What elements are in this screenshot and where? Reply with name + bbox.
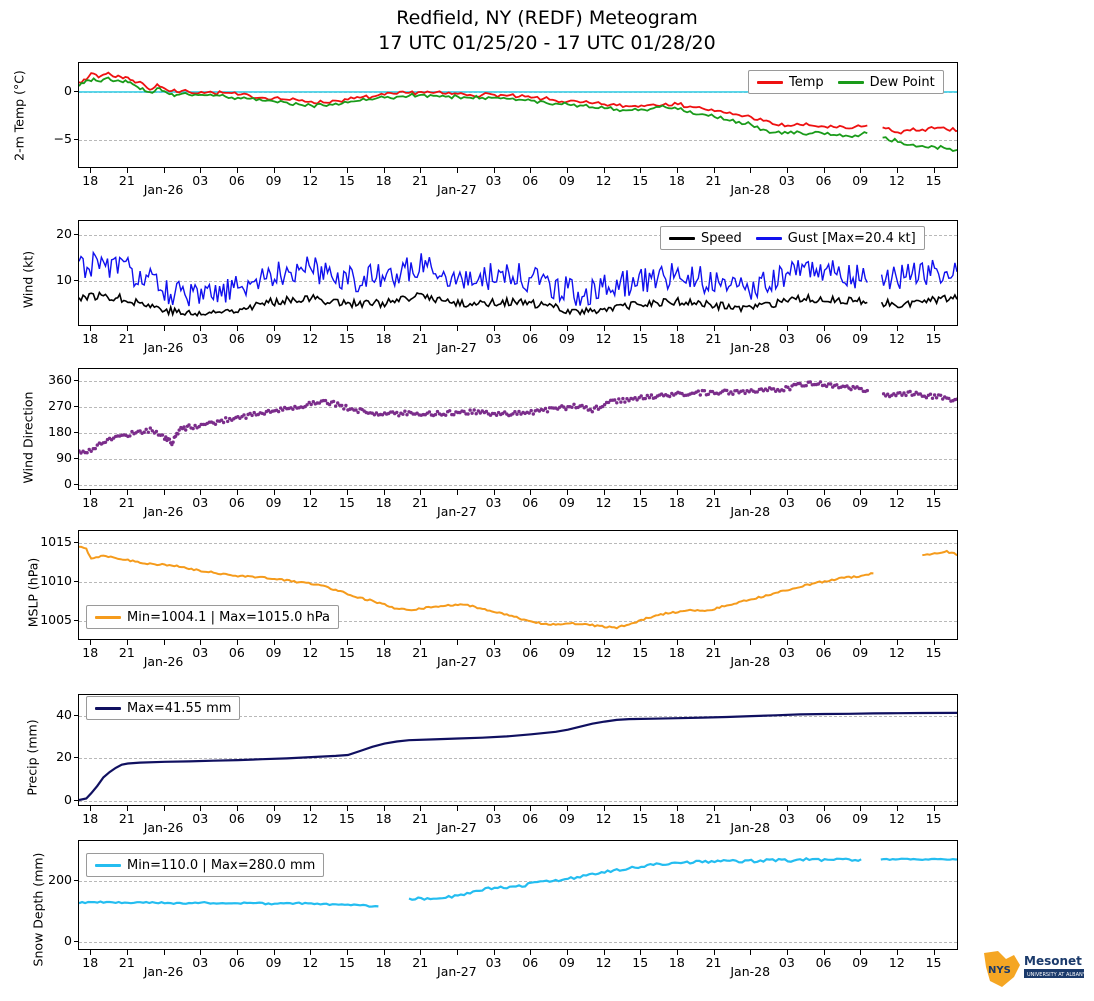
legend-mslp xyxy=(86,605,339,629)
x-tick-label: 12 xyxy=(595,331,612,346)
x-tick-label: Jan-28 xyxy=(730,654,771,669)
x-tick-label: 03 xyxy=(485,955,502,970)
x-tick-label: 18 xyxy=(82,811,99,826)
y-tick-mark xyxy=(74,139,79,140)
y-tick-label: 200 xyxy=(48,871,72,887)
x-tick-label: 12 xyxy=(595,645,612,660)
y-tick-label: 1005 xyxy=(40,612,72,628)
x-tick-label: 03 xyxy=(485,495,502,510)
x-tick-label: 09 xyxy=(558,811,575,826)
svg-text:NYS: NYS xyxy=(988,965,1011,976)
x-tick-label: 06 xyxy=(522,811,539,826)
x-tick-label: Jan-27 xyxy=(437,340,477,355)
x-tick-label: 06 xyxy=(228,495,245,510)
x-tick-label: 18 xyxy=(668,173,685,188)
x-tick-label: Jan-26 xyxy=(143,654,184,669)
x-tick-label: 03 xyxy=(485,173,502,188)
legend-swatch-snow xyxy=(95,864,121,867)
x-tick-label: 09 xyxy=(558,955,575,970)
x-tick-label: 18 xyxy=(82,173,99,188)
x-tick-label: 18 xyxy=(375,173,392,188)
x-tick-label: 06 xyxy=(522,331,539,346)
y-tick-label: 180 xyxy=(48,423,72,439)
x-tick-label: 03 xyxy=(485,811,502,826)
y-tick-label: 90 xyxy=(56,450,72,466)
y-tick-label: 1015 xyxy=(40,533,72,549)
x-tick-label: 21 xyxy=(705,173,722,188)
legend-snow-depth xyxy=(86,853,324,877)
x-tick-label: 21 xyxy=(118,955,135,970)
y-tick-mark xyxy=(74,234,79,235)
y-tick-label: 40 xyxy=(56,707,72,723)
legend-label-dewpoint: Dew Point xyxy=(869,74,935,90)
x-tick-label: 21 xyxy=(412,645,429,660)
legend-wind xyxy=(660,226,925,250)
legend-label-gust: Gust [Max=20.4 kt] xyxy=(787,230,916,246)
x-tick-label: 12 xyxy=(302,811,319,826)
x-tick-label: 09 xyxy=(852,811,869,826)
y-tick-mark xyxy=(74,91,79,92)
x-tick-label: Jan-28 xyxy=(730,504,771,519)
x-tick-label: 21 xyxy=(118,331,135,346)
x-tick-label: 15 xyxy=(338,955,355,970)
x-tick-label: Jan-27 xyxy=(437,504,477,519)
x-tick-label: 18 xyxy=(82,955,99,970)
x-tick-label: Jan-28 xyxy=(730,820,771,835)
plot-wind-direction xyxy=(78,368,958,490)
x-tick-label: 21 xyxy=(705,645,722,660)
x-tick-label: 09 xyxy=(265,955,282,970)
y-tick-label: 0 xyxy=(64,476,72,492)
x-tick-label: 15 xyxy=(338,173,355,188)
x-tick-label: 15 xyxy=(925,955,942,970)
x-tick-label: 12 xyxy=(302,955,319,970)
x-tick-label: 21 xyxy=(705,811,722,826)
x-tick-label: Jan-27 xyxy=(437,820,477,835)
x-tick-label: 18 xyxy=(82,495,99,510)
x-tick-label: 15 xyxy=(632,331,649,346)
title-line-2: 17 UTC 01/25/20 - 17 UTC 01/28/20 xyxy=(378,32,716,54)
legend-label-temp: Temp xyxy=(789,74,824,90)
y-tick-label: 360 xyxy=(48,371,72,387)
x-tick-label: 09 xyxy=(852,173,869,188)
y-tick-label: 0 xyxy=(64,932,72,948)
x-tick-label: 12 xyxy=(888,173,905,188)
x-tick-label: 06 xyxy=(815,955,832,970)
x-tick-label: 09 xyxy=(558,173,575,188)
legend-swatch-precip xyxy=(95,707,121,710)
x-tick-label: 12 xyxy=(888,645,905,660)
x-tick-label: 18 xyxy=(375,645,392,660)
y-tick-mark xyxy=(74,620,79,621)
x-tick-label: 15 xyxy=(925,495,942,510)
legend-swatch-temp xyxy=(757,81,783,84)
legend-label-mslp: Min=1004.1 | Max=1015.0 hPa xyxy=(127,609,330,625)
x-tick-label: 15 xyxy=(925,173,942,188)
x-tick-label: 12 xyxy=(595,173,612,188)
x-tick-label: 18 xyxy=(82,331,99,346)
x-tick-label: 06 xyxy=(522,955,539,970)
x-tick-label: Jan-26 xyxy=(143,340,184,355)
page-title xyxy=(0,6,1094,56)
x-tick-label: 12 xyxy=(302,331,319,346)
x-tick-label: 06 xyxy=(522,645,539,660)
y-tick-label: 0 xyxy=(64,791,72,807)
y-tick-mark xyxy=(74,458,79,459)
x-tick-label: 21 xyxy=(412,173,429,188)
x-tick-label: 12 xyxy=(595,955,612,970)
x-tick-label: 06 xyxy=(815,331,832,346)
x-tick-label: Jan-27 xyxy=(437,654,477,669)
y-tick-label: 270 xyxy=(48,397,72,413)
x-tick-label: 21 xyxy=(412,331,429,346)
legend-label-precip: Max=41.55 mm xyxy=(127,700,232,716)
y-tick-label: 10 xyxy=(56,271,72,287)
x-tick-label: 21 xyxy=(705,955,722,970)
x-tick-label: 12 xyxy=(888,331,905,346)
x-tick-label: 21 xyxy=(118,645,135,660)
x-tick-label: 03 xyxy=(778,495,795,510)
x-tick-label: 21 xyxy=(412,495,429,510)
x-tick-label: 09 xyxy=(558,331,575,346)
x-tick-label: 06 xyxy=(228,645,245,660)
x-tick-label: 18 xyxy=(375,955,392,970)
x-tick-label: 15 xyxy=(925,811,942,826)
y-tick-mark xyxy=(74,542,79,543)
axis-label-wind-direction: Wind Direction xyxy=(20,391,36,484)
x-tick-label: 03 xyxy=(778,331,795,346)
legend-swatch-dewpoint xyxy=(838,81,864,84)
x-tick-label: 12 xyxy=(888,955,905,970)
nys-mesonet-logo xyxy=(980,947,1088,995)
x-tick-label: 06 xyxy=(522,173,539,188)
x-tick-label: 03 xyxy=(778,645,795,660)
legend-swatch-mslp xyxy=(95,616,121,619)
axis-label-mslp: MSLP (hPa) xyxy=(25,557,41,628)
y-tick-label: 0 xyxy=(64,82,72,98)
legend-precip xyxy=(86,696,240,720)
x-tick-label: 03 xyxy=(778,173,795,188)
x-tick-label: 15 xyxy=(925,645,942,660)
x-tick-label: 03 xyxy=(485,645,502,660)
title-line-1: Redfield, NY (REDF) Meteogram xyxy=(396,7,698,29)
x-tick-label: 03 xyxy=(192,645,209,660)
legend-temperature xyxy=(748,70,944,94)
x-tick-label: 06 xyxy=(228,955,245,970)
x-tick-label: 21 xyxy=(705,331,722,346)
legend-label-snow: Min=110.0 | Max=280.0 mm xyxy=(127,857,316,873)
x-tick-label: Jan-26 xyxy=(143,820,184,835)
x-tick-label: 18 xyxy=(375,331,392,346)
x-tick-label: 09 xyxy=(265,645,282,660)
x-tick-label: 06 xyxy=(815,495,832,510)
legend-swatch-speed xyxy=(669,237,695,240)
x-tick-label: 18 xyxy=(668,811,685,826)
x-tick-label: 18 xyxy=(375,495,392,510)
y-tick-mark xyxy=(74,941,79,942)
x-tick-label: 09 xyxy=(265,331,282,346)
x-tick-label: Jan-27 xyxy=(437,182,477,197)
y-tick-mark xyxy=(74,380,79,381)
x-tick-label: 18 xyxy=(82,645,99,660)
y-tick-label: 1010 xyxy=(40,573,72,589)
x-tick-label: 15 xyxy=(338,811,355,826)
x-tick-label: Jan-27 xyxy=(437,964,477,979)
x-tick-label: Jan-28 xyxy=(730,340,771,355)
x-tick-label: 03 xyxy=(192,955,209,970)
x-tick-label: 18 xyxy=(668,955,685,970)
legend-label-speed: Speed xyxy=(701,230,742,246)
x-tick-label: 12 xyxy=(888,495,905,510)
x-tick-label: 12 xyxy=(302,645,319,660)
x-tick-label: Jan-28 xyxy=(730,182,771,197)
x-tick-label: 12 xyxy=(302,173,319,188)
x-tick-label: 21 xyxy=(118,173,135,188)
x-tick-label: 03 xyxy=(192,331,209,346)
x-tick-label: 03 xyxy=(778,811,795,826)
svg-text:UNIVERSITY AT ALBANY: UNIVERSITY AT ALBANY xyxy=(1027,972,1086,978)
x-tick-label: 09 xyxy=(852,955,869,970)
x-tick-label: 15 xyxy=(632,955,649,970)
x-tick-label: 09 xyxy=(265,811,282,826)
x-tick-label: 03 xyxy=(192,811,209,826)
y-tick-mark xyxy=(74,406,79,407)
x-tick-label: 06 xyxy=(815,645,832,660)
y-tick-mark xyxy=(74,880,79,881)
x-tick-label: 09 xyxy=(852,645,869,660)
x-tick-label: 03 xyxy=(485,331,502,346)
svg-text:Mesonet: Mesonet xyxy=(1024,954,1082,968)
y-tick-mark xyxy=(74,280,79,281)
x-tick-label: 21 xyxy=(705,495,722,510)
x-tick-label: 15 xyxy=(632,495,649,510)
x-tick-label: 21 xyxy=(118,811,135,826)
x-tick-label: 21 xyxy=(412,955,429,970)
x-tick-label: 06 xyxy=(228,811,245,826)
x-tick-label: 06 xyxy=(228,331,245,346)
x-tick-label: 18 xyxy=(668,495,685,510)
y-tick-mark xyxy=(74,800,79,801)
x-tick-label: 12 xyxy=(888,811,905,826)
y-tick-label: 20 xyxy=(56,749,72,765)
x-tick-label: 06 xyxy=(228,173,245,188)
x-tick-label: 15 xyxy=(632,173,649,188)
x-tick-label: 03 xyxy=(778,955,795,970)
x-tick-label: 15 xyxy=(338,331,355,346)
x-tick-label: 03 xyxy=(192,495,209,510)
x-tick-label: 15 xyxy=(632,645,649,660)
axis-label-wind: Wind (kt) xyxy=(20,250,36,309)
x-tick-label: 21 xyxy=(412,811,429,826)
x-tick-label: 09 xyxy=(558,645,575,660)
x-tick-label: 15 xyxy=(338,645,355,660)
x-tick-label: 09 xyxy=(265,173,282,188)
x-tick-label: Jan-26 xyxy=(143,504,184,519)
x-tick-label: 09 xyxy=(852,495,869,510)
x-tick-label: 18 xyxy=(375,811,392,826)
axis-label-snow-depth: Snow Depth (mm) xyxy=(30,852,46,967)
y-tick-mark xyxy=(74,757,79,758)
y-tick-mark xyxy=(74,581,79,582)
x-tick-label: 18 xyxy=(668,645,685,660)
x-tick-label: 09 xyxy=(558,495,575,510)
legend-swatch-gust xyxy=(756,237,782,240)
x-tick-label: Jan-28 xyxy=(730,964,771,979)
y-tick-mark xyxy=(74,432,79,433)
x-tick-label: 09 xyxy=(852,331,869,346)
x-tick-label: 06 xyxy=(522,495,539,510)
y-tick-label: 20 xyxy=(56,225,72,241)
x-tick-label: 03 xyxy=(192,173,209,188)
axis-label-precip: Precip (mm) xyxy=(24,719,40,796)
x-tick-label: 12 xyxy=(595,811,612,826)
x-tick-label: Jan-26 xyxy=(143,182,184,197)
x-tick-label: 15 xyxy=(338,495,355,510)
x-tick-label: 12 xyxy=(595,495,612,510)
y-tick-label: −5 xyxy=(53,131,72,147)
x-tick-label: 06 xyxy=(815,173,832,188)
y-tick-mark xyxy=(74,484,79,485)
x-tick-label: 12 xyxy=(302,495,319,510)
x-tick-label: 09 xyxy=(265,495,282,510)
x-tick-label: 15 xyxy=(925,331,942,346)
x-tick-label: 15 xyxy=(632,811,649,826)
y-tick-mark xyxy=(74,715,79,716)
axis-label-temperature: 2-m Temp (°C) xyxy=(11,70,27,161)
x-tick-label: Jan-26 xyxy=(143,964,184,979)
x-tick-label: 18 xyxy=(668,331,685,346)
x-tick-label: 21 xyxy=(118,495,135,510)
x-tick-label: 06 xyxy=(815,811,832,826)
